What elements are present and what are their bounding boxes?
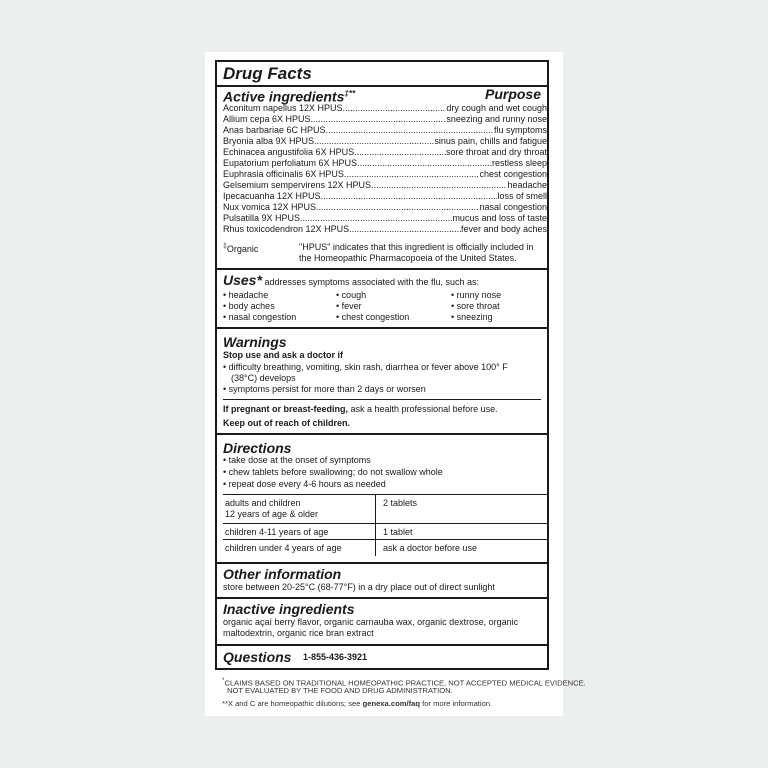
leader-dots (371, 180, 507, 191)
table-cell-age: adults and children (225, 498, 301, 508)
ingredient-row (223, 224, 547, 235)
uses-heading: Uses* (223, 272, 262, 288)
directions-heading: Directions (223, 440, 292, 456)
inactive-ingredients-line-2: maltodextrin, organic rice bran extract (223, 628, 374, 638)
ingredient-purpose: chest congestion (479, 169, 547, 179)
ingredient-row (223, 180, 547, 191)
ingredient-purpose: sore throat and dry throat (445, 147, 547, 157)
ingredient-name: Eupatorium perfoliatum 6X HPUS (223, 158, 358, 168)
dosage-table (223, 494, 547, 556)
use-item: • chest congestion (336, 312, 409, 323)
divider (223, 399, 541, 400)
direction-item: • take dose at the onset of symptoms (223, 455, 371, 466)
questions-heading: Questions (223, 649, 292, 665)
questions-phone: 1-855-436-3921 (303, 652, 368, 662)
divider (217, 268, 547, 270)
ingredient-name: Allium cepa 6X HPUS (223, 114, 311, 124)
ingredient-row (223, 213, 547, 224)
inactive-ingredients-line-1: organic açaí berry flavor, organic carnauba wax, organic dextrose, organic (223, 617, 519, 627)
ingredient-row (223, 136, 547, 147)
divider (217, 597, 547, 599)
use-item: • body aches (223, 301, 275, 312)
footnote-claims-line-2: NOT EVALUATED BY THE FOOD AND DRUG ADMINISTRATION. (227, 686, 453, 695)
footnote-claims-line-1: CLAIMS BASED ON TRADITIONAL HOMEOPATHIC PRACTICE, NOT ACCEPTED MEDICAL EVIDENCE. (224, 678, 586, 688)
ingredient-row (223, 103, 547, 114)
pregnancy-warning (223, 404, 498, 415)
divider (217, 644, 547, 646)
ingredient-row (223, 202, 547, 213)
organic-label: Organic (226, 244, 259, 254)
ingredient-purpose: loss of smell (497, 191, 547, 201)
ingredient-purpose: fever and body aches (460, 224, 547, 234)
keep-out-text: Keep out of reach of children. (223, 418, 351, 428)
ingredient-name: Ipecacuanha 12X HPUS (223, 191, 321, 201)
table-column-divider (375, 494, 376, 556)
pregnancy-rest: ask a health professional before use. (348, 404, 498, 414)
table-cell-age: children under 4 years of age (225, 543, 342, 553)
use-item: • headache (223, 290, 268, 301)
ingredient-name: Euphrasia officinalis 6X HPUS (223, 169, 344, 179)
ingredient-name: Anas barbariae 6C HPUS (223, 125, 326, 135)
direction-item: • chew tablets before swallowing; do not swallow whole (223, 467, 443, 478)
organic-mark: ‡ (223, 243, 227, 250)
pregnancy-bold: If pregnant or breast-feeding, (223, 404, 349, 414)
divider (217, 562, 547, 564)
table-cell-dose: 2 tablets (383, 498, 418, 508)
leader-dots (300, 213, 452, 224)
ingredient-row (223, 158, 547, 169)
active-ingredients-mark: ‡** (344, 89, 356, 98)
ingredient-name: Pulsatilla 9X HPUS (223, 213, 301, 223)
table-cell-dose: ask a doctor before use (383, 543, 478, 553)
ingredient-purpose: flu symptoms (493, 125, 547, 135)
ingredient-row (223, 191, 547, 202)
ingredient-name: Gelsemium sempervirens 12X HPUS (223, 180, 372, 190)
hpus-note-line-1: "HPUS" indicates that this ingredient is officially included in (299, 242, 534, 252)
warning-item: • symptoms persist for more than 2 days or worsen (223, 384, 426, 395)
table-cell-dose: 1 tablet (383, 527, 413, 537)
ingredient-purpose: nasal congestion (479, 202, 547, 212)
ingredient-name: Aconitum napellus 12X HPUS (223, 103, 343, 113)
ingredient-purpose: restless sleep (491, 158, 547, 168)
table-rule (223, 494, 547, 495)
leader-dots (316, 202, 479, 213)
stop-use-text: Stop use and ask a doctor if (223, 350, 344, 360)
leader-dots (343, 103, 447, 114)
ingredient-row (223, 114, 547, 125)
warning-item-cont: (38°C) develops (231, 373, 296, 383)
drug-facts-panel (215, 60, 549, 670)
ingredient-purpose: sneezing and runny nose (446, 114, 547, 124)
ingredient-row (223, 169, 547, 180)
leader-dots (344, 169, 480, 180)
footnote-dilutions (222, 698, 492, 709)
footnote-dilutions-pre: **X and C are homeopathic dilutions; see (222, 699, 363, 708)
hpus-note-line-2: the Homeopathic Pharmacopoeia of the United States. (299, 253, 517, 263)
inactive-ingredients-heading: Inactive ingredients (223, 601, 355, 617)
drug-facts-label (205, 52, 586, 716)
ingredient-name: Bryonia alba 9X HPUS (223, 136, 315, 146)
use-item: • fever (336, 301, 362, 312)
other-information-heading: Other information (223, 566, 342, 582)
use-item: • nasal congestion (223, 312, 296, 323)
table-cell-age: 12 years of age & older (225, 509, 319, 519)
leader-dots (321, 191, 498, 202)
warning-item: • difficulty breathing, vomiting, skin rash, diarrhea or fever above 100° F (223, 362, 508, 373)
use-item: • sore throat (451, 301, 500, 312)
footnote-dilutions-post: for more information. (419, 699, 493, 708)
ingredient-purpose: mucus and loss of taste (452, 213, 547, 223)
warnings-heading: Warnings (223, 334, 287, 350)
ingredient-purpose: headache (507, 180, 547, 190)
leader-dots (349, 224, 461, 235)
leader-dots (314, 136, 434, 147)
ingredient-purpose: sinus pain, chills and fatigue (434, 136, 547, 146)
use-item: • cough (336, 290, 366, 301)
uses-intro: addresses symptoms associated with the flu, such as: (264, 277, 480, 287)
active-ingredients-label: Active ingredients (223, 88, 345, 105)
ingredient-row (223, 125, 547, 136)
divider (217, 433, 547, 435)
purpose-heading: Purpose (484, 86, 541, 102)
ingredient-row (223, 147, 547, 158)
faq-link[interactable]: genexa.com/faq (362, 699, 420, 708)
table-rule (223, 523, 547, 524)
drug-facts-title: Drug Facts (223, 64, 312, 83)
leader-dots (326, 125, 494, 136)
table-cell-age: children 4-11 years of age (225, 527, 329, 537)
ingredient-name: Rhus toxicodendron 12X HPUS (223, 224, 350, 234)
ingredient-purpose: dry cough and wet cough (446, 103, 547, 113)
active-ingredients-heading (223, 86, 355, 105)
uses-line (223, 273, 479, 289)
organic-note (223, 241, 258, 255)
use-item: • runny nose (451, 290, 501, 301)
other-information-text: store between 20-25°C (68-77°F) in a dry place out of direct sunlight (223, 582, 495, 592)
ingredient-name: Nux vomica 12X HPUS (223, 202, 317, 212)
table-rule (223, 539, 547, 540)
leader-dots (311, 114, 447, 125)
leader-dots (354, 147, 446, 158)
direction-item: • repeat dose every 4-6 hours as needed (223, 479, 386, 490)
divider (217, 327, 547, 329)
ingredient-name: Echinacea angustifolia 6X HPUS (223, 147, 355, 157)
footnote-mark: * (222, 677, 225, 684)
leader-dots (357, 158, 492, 169)
use-item: • sneezing (451, 312, 493, 323)
